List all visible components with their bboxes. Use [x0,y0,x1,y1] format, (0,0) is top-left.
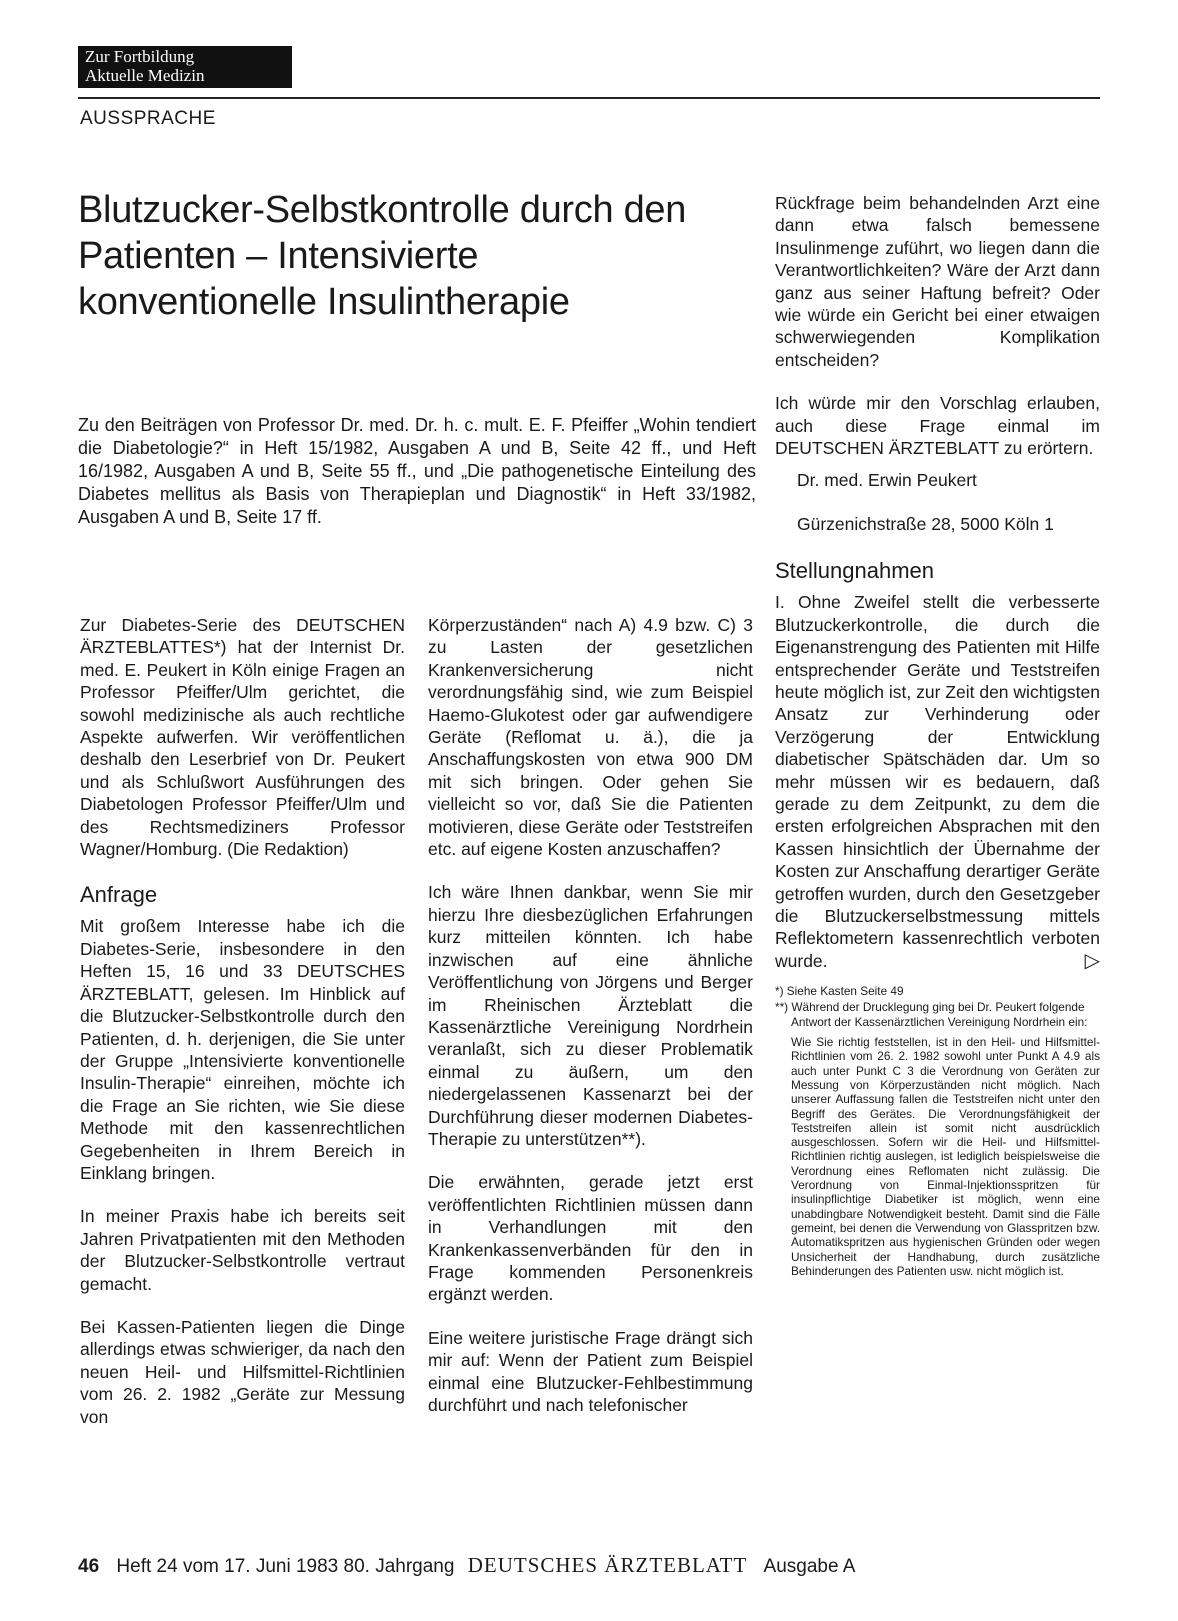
heading-stellungnahmen: Stellungnahmen [775,558,935,584]
response-text: I. Ohne Zweifel stellt die verbesserte Blutzuckerkontrolle, die durch die Eigenanstrengung des Patienten mit Hilfe entsprechender Geräte und Teststreifen heute möglich ist, zur Zeit den wichtigsten Ansatz zur Verhinderung oder Verzögerung der Entwicklung diabetischer Spätschäden dar. Um so mehr müssen wir es bedauern, daß gerade zu dem Zeitpunkt, zu dem die ersten erfolgreichen Absprachen mit den Kassen hinsichtlich der Übernahme der Kosten zur Anschaffung derartiger Geräte getroffen wurden, durch den Gesetzgeber die Blutzuckerselbstmessung mittels Reflektometern kassenrechtlich verboten wurde. [775,592,1100,971]
footnote-1: *) Siehe Kasten Seite 49 [775,984,904,999]
heading-anfrage: Anfrage [80,882,158,908]
paragraph: Mit großem Interesse habe ich die Diabetes-Serie, insbesondere in den Heften 15, 16 und 33 DEUTSCHES ÄRZTEBLATT, gelesen. Im Hinblick auf die Blutzucker-Selbstkontrolle durch den Patienten, d. h. derjenigen, die Sie unter der Gruppe „Intensivierte konventionelle Insulin-Therapie“ einreihen, möchte ich die Frage an Sie richten, wie Sie diese Methode mit den kassenrechtlichen Gegebenheiten in Ihrem Bereich in Einklang bringen. [80,916,405,1183]
page-number: 46 [78,1556,100,1577]
header-rule [78,97,1100,99]
article-intro: Zu den Beiträgen von Professor Dr. med. Dr. h. c. mult. E. F. Pfeiffer „Wohin tendiert die Diabetologie?“ in Heft 15/1982, Ausgaben A und B, Seite 42 ff., und Heft 16/1982, Ausgaben A und B, Seite 55 ff., und „Die pathogenetische Einteilung des Diabetes mellitus als Basis von Therapieplan und Diagnostik“ in Heft 33/1982, Ausgaben A und B, Seite 17 ff. [78,415,756,527]
paragraph: Rückfrage beim behandelnden Arzt eine dann etwa falsch bemessene Insulinmenge zuführt, wo liegen dann die Verantwortlichkeiten? Wäre der Arzt dann ganz aus seiner Haftung befreit? Oder wie würde ein Gericht bei einer etwaigen schwerwiegenden Komplikation entscheiden? [775,193,1100,370]
paragraph: Ich wäre Ihnen dankbar, wenn Sie mir hierzu Ihre diesbezüglichen Erfahrungen kurz mitteilen könnten. Ich habe inzwischen auf eine ähnliche Veröffentlichung von Jörgens und Berger im Rheinischen Ärzteblatt die Kassenärztliche Vereinigung Nordrhein veranlaßt, sich zu dieser Problematik einmal zu äußern, um den niedergelassenen Kassenarzt bei der Durchführung dieser modernen Diabetes-Therapie zu unterstützen**). [428,882,753,1149]
column-2 [428,614,753,1437]
paragraph: Körperzuständen“ nach A) 4.9 bzw. C) 3 zu Lasten der gesetzlichen Krankenversicherung nicht verordnungsfähig sind, wie zum Beispiel Haemo-Glukotest oder gar aufwendigere Geräte (Reflomat u. ä.), die ja Anschaffungskosten von etwa 900 DM mit sich bringen. Oder gehen Sie vielleicht so vor, daß Sie die Patienten motivieren, diese Geräte oder Teststreifen etc. auf eigene Kosten anzuschaffen? [428,615,753,860]
rubric-label [78,46,292,88]
section-label: AUSSPRACHE [80,108,216,129]
rubric-line-2: Aktuelle Medizin [85,66,205,85]
edition: Ausgabe A [763,1556,856,1577]
editorial-note: Zur Diabetes-Serie des DEUTSCHEN ÄRZTEBLATTES*) hat der Internist Dr. med. E. Peukert in Köln einige Fragen an Professor Pfeiffer/Ulm gerichtet, die sowohl medizinische als auch rechtliche Aspekte aufwerfen. Wir veröffentlichen deshalb den Leserbrief von Dr. Peukert und als Schlußwort Ausführungen des Diabetologen Professor Pfeiffer/Ulm und des Rechtsmediziners Professor Wagner/Homburg. (Die Redaktion) [80,615,405,860]
paragraph: Eine weitere juristische Frage drängt sich mir auf: Wenn der Patient zum Beispiel einmal eine Blutzucker-Fehlbestimmung durchführt und nach telefonischer [428,1327,753,1415]
issue-info: Heft 24 vom 17. Juni 1983 80. Jahrgang [116,1556,455,1577]
journal-name: DEUTSCHES ÄRZTEBLATT [467,1553,748,1577]
column-1 [80,614,405,1449]
paragraph: In meiner Praxis habe ich bereits seit Jahren Privatpatienten mit den Methoden der Blutzucker-Selbstkontrolle vertraut gemacht. [80,1206,405,1294]
footnote-quote: Wie Sie richtig feststellen, ist in den Heil- und Hilfsmittel-Richtlinien vom 26. 2. 1982 sowohl unter Punkt A 4.9 als auch unter Punkt C 3 die Verordnung von Geräten zur Messung von Körperzuständen nicht möglich. Nach unserer Auffassung fallen die Teststreifen nicht unter den Begriff des Gerätes. Die Verordnungsfähigkeit der Teststreifen allein ist somit nicht ausdrücklich ausgeschlossen. Sofern wir die Heil- und Hilfsmittel-Richtlinien richtig auslegen, ist lediglich beispielsweise die Verordnung eines Reflomaten nicht zulässig. Die Verordnung von Einmal-Injektionsspritzen für insulinpflichtige Diabetiker ist möglich, wenn eine unabdingbare Notwendigkeit besteht. Damit sind die Fälle gemeint, bei denen die Verwendung von Glasspritzen bzw. Automatikspritzen aus hygienischen Gründen oder wegen Unsicherheit der Handhabung, durch zusätzliche Behinderungen des Patienten usw. nicht möglich ist. [791,1035,1100,1278]
paragraph: Ich würde mir den Vorschlag erlauben, auch diese Frage einmal im DEUTSCHEN ÄRZTEBLATT zu erörtern. [775,393,1100,459]
signature-address: Gürzenichstraße 28, 5000 Köln 1 [797,513,1054,534]
footnotes [775,984,1100,1278]
column-3 [775,192,1100,1278]
rubric-line-1: Zur Fortbildung [85,47,195,66]
letter-signature [797,469,1100,535]
page-footer [78,1553,855,1578]
paragraph: Die erwähnten, gerade jetzt erst veröffentlichten Richtlinien müssen dann in Verhandlungen mit den Krankenkassenverbänden für den in Frage kommenden Personenkreis ergänzt werden. [428,1172,753,1305]
paragraph: Bei Kassen-Patienten liegen die Dinge allerdings etwas schwieriger, da nach den neuen Heil- und Hilfsmittel-Richtlinien vom 26. 2. 1982 „Geräte zur Messung von [80,1316,405,1427]
paragraph [775,591,1100,972]
continue-arrow-icon: ▷ [1084,949,1100,972]
signature-name: Dr. med. Erwin Peukert [797,470,977,491]
footnote-2: **) Während der Drucklegung ging bei Dr. Peukert folgende Antwort der Kassenärztlichen Vereinigung Nordrhein ein: [775,1000,1088,1029]
article-title: Blutzucker-Selbstkontrolle durch den Patienten – Intensivierte konventionelle Insulintherapie [78,189,687,323]
